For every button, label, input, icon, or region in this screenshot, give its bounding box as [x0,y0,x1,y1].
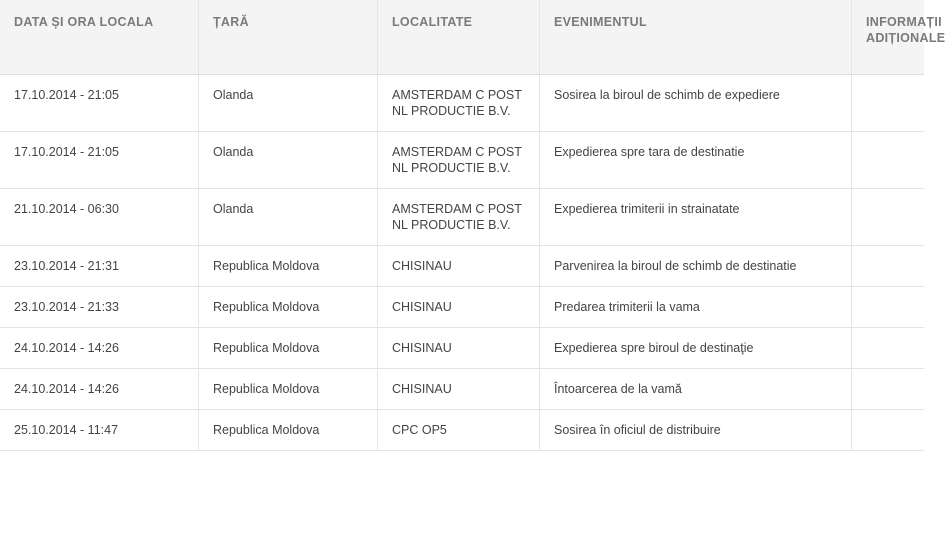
cell-date: 17.10.2014 - 21:05 [0,75,199,132]
cell-city: AMSTERDAM C POST NL PRODUCTIE B.V. [378,132,540,189]
cell-event: Parvenirea la biroul de schimb de destinatie [540,246,852,287]
cell-event: Sosirea la biroul de schimb de expediere [540,75,852,132]
cell-country: Republica Moldova [199,246,378,287]
cell-country: Republica Moldova [199,328,378,369]
cell-event: Întoarcerea de la vamă [540,369,852,410]
cell-additional-info [852,132,925,189]
table-row [0,246,924,287]
cell-city: CHISINAU [378,287,540,328]
column-header-additional-info[interactable]: INFORMAȚII ADIȚIONALE [852,0,925,75]
cell-event: Expedierea trimiterii in strainatate [540,189,852,246]
column-header-country[interactable]: ȚARĂ [199,0,378,75]
cell-additional-info [852,369,925,410]
cell-additional-info [852,246,925,287]
cell-additional-info [852,287,925,328]
table-header-row [0,0,924,75]
table-body [0,75,924,451]
cell-event: Predarea trimiterii la vama [540,287,852,328]
table-row [0,369,924,410]
cell-city: AMSTERDAM C POST NL PRODUCTIE B.V. [378,189,540,246]
cell-date: 24.10.2014 - 14:26 [0,328,199,369]
cell-city: CPC OP5 [378,410,540,451]
cell-date: 21.10.2014 - 06:30 [0,189,199,246]
cell-additional-info [852,410,925,451]
cell-date: 24.10.2014 - 14:26 [0,369,199,410]
cell-city: CHISINAU [378,328,540,369]
cell-country: Republica Moldova [199,287,378,328]
table-row [0,410,924,451]
cell-country: Olanda [199,189,378,246]
cell-country: Republica Moldova [199,410,378,451]
table-row [0,132,924,189]
cell-country: Republica Moldova [199,369,378,410]
cell-city: CHISINAU [378,369,540,410]
cell-date: 23.10.2014 - 21:33 [0,287,199,328]
table-row [0,189,924,246]
cell-additional-info [852,75,925,132]
cell-date: 25.10.2014 - 11:47 [0,410,199,451]
cell-date: 23.10.2014 - 21:31 [0,246,199,287]
column-header-event[interactable]: EVENIMENTUL [540,0,852,75]
table-header [0,0,945,75]
cell-event: Sosirea în oficiul de distribuire [540,410,852,451]
cell-additional-info [852,189,925,246]
cell-city: CHISINAU [378,246,540,287]
cell-city: AMSTERDAM C POST NL PRODUCTIE B.V. [378,75,540,132]
cell-event: Expedierea spre tara de destinatie [540,132,852,189]
table-row [0,328,924,369]
cell-country: Olanda [199,75,378,132]
table-row [0,75,924,132]
table-row [0,287,924,328]
cell-additional-info [852,328,925,369]
column-header-city[interactable]: LOCALITATE [378,0,540,75]
cell-date: 17.10.2014 - 21:05 [0,132,199,189]
cell-event: Expedierea spre biroul de destinaţie [540,328,852,369]
column-header-date[interactable]: DATA ȘI ORA LOCALA [0,0,199,75]
cell-country: Olanda [199,132,378,189]
